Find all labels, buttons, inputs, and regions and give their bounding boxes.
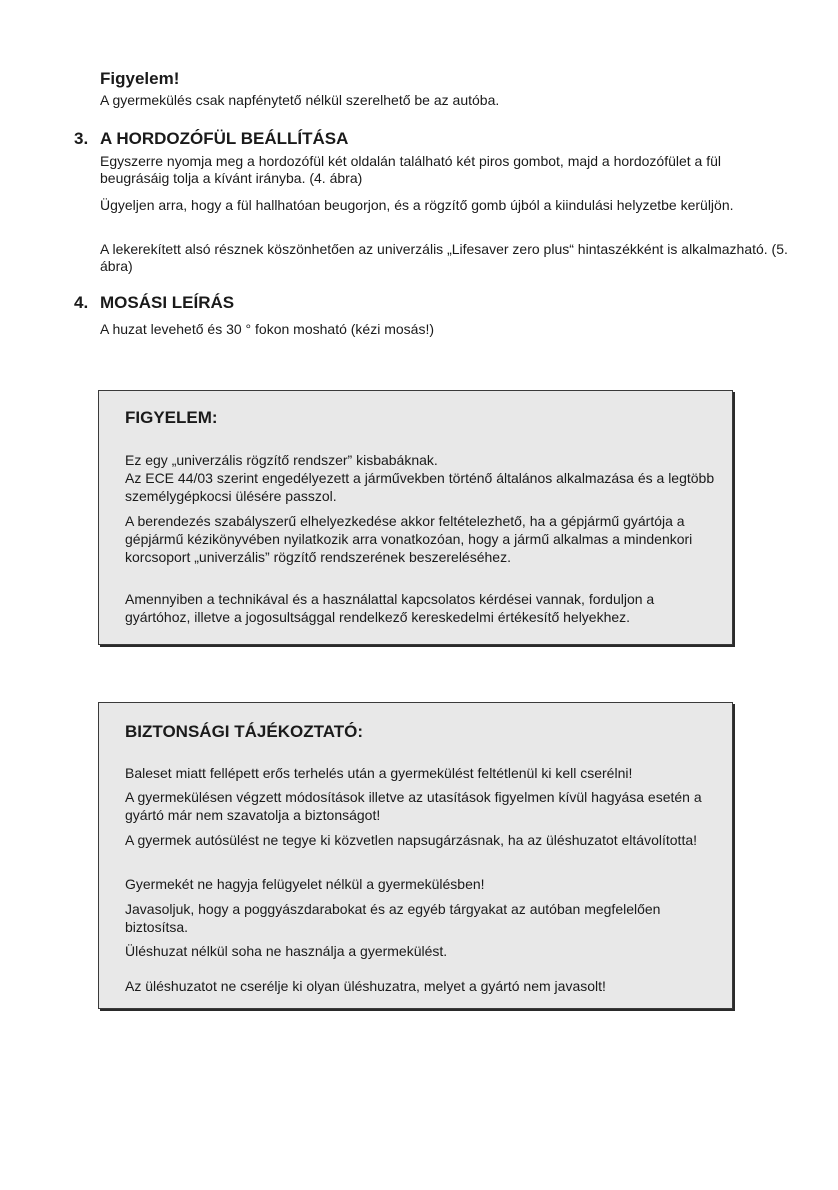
notice-paragraph-3: Amennyiben a technikával és a használattal kapcsolatos kérdései vannak, forduljon a gyártóhoz, illetve a jogosultsággal rendelkező kereskedelmi értékesítő helyekhez. [125, 591, 655, 625]
safety-item-4: Gyermekét ne hagyja felügyelet nélkül a gyermekülésben! [125, 876, 485, 892]
safety-info-title: BIZTONSÁGI TÁJÉKOZTATÓ: [125, 722, 363, 741]
safety-item-7: Az üléshuzatot ne cserélje ki olyan üléshuzatra, melyet a gyártó nem javasolt! [125, 978, 606, 994]
section-4-title: MOSÁSI LEÍRÁS [100, 293, 235, 312]
safety-item-5: Javasoljuk, hogy a poggyászdarabokat és az egyéb tárgyakat az autóban megfelelően biztosítsa. [125, 901, 661, 935]
notice-paragraph-2: A berendezés szabályszerű elhelyezkedése akkor feltételezhető, ha a gépjármű gyártója a gépjármű kézikönyvében nyilatkozik arra vonatkozóan, hogy a jármű alkalmas a mindenkori korcsoport „univerzális” rögzítő rendszerének beszereléséhez. [125, 513, 693, 565]
safety-item-3: A gyermek autósülést ne tegye ki közvetlen napsugárzásnak, ha az üléshuzatot eltávolította! [125, 832, 698, 848]
section-3-paragraph-1: Egyszerre nyomja meg a hordozófül két oldalán található két piros gombot, majd a hordozófület a fül beugrásáig tolja a kívánt irányba. (4. ábra) [100, 153, 722, 186]
notice-box-title: FIGYELEM: [125, 408, 218, 427]
warning-heading: Figyelem! [100, 69, 180, 88]
section-4-number: 4. [74, 293, 89, 312]
notice-paragraph-1: Ez egy „univerzális rögzítő rendszer” kisbabáknak. Az ECE 44/03 szerint engedélyezett a járművekben történő általános alkalmazása és a legtöbb személygépkocsi ülésére passzol. [125, 452, 715, 504]
notice-box-figyelem [98, 390, 733, 645]
safety-item-1: Baleset miatt fellépett erős terhelés után a gyermekülést feltétlenül ki kell cserélni! [125, 765, 633, 781]
section-3-paragraph-2: Ügyeljen arra, hogy a fül hallhatóan beugorjon, és a rögzítő gomb újból a kiindulási helyzetbe kerüljön. [100, 197, 734, 213]
section-3-title: A HORDOZÓFÜL BEÁLLÍTÁSA [100, 129, 349, 148]
safety-info-box [98, 702, 733, 1009]
section-3-paragraph-3: A lekerekített alsó résznek köszönhetően az univerzális „Lifesaver zero plus“ hintaszékként is alkalmazható. (5. ábra) [100, 241, 788, 274]
safety-item-2: A gyermekülésen végzett módosítások illetve az utasítások figyelmen kívül hagyása esetén a gyártó már nem szavatolja a biztonságot! [125, 789, 702, 823]
section-4-paragraph-1: A huzat levehető és 30 ° fokon mosható (kézi mosás!) [100, 321, 434, 337]
warning-text: A gyermekülés csak napfénytető nélkül szerelhető be az autóba. [100, 92, 500, 108]
safety-item-6: Üléshuzat nélkül soha ne használja a gyermekülést. [125, 943, 448, 959]
section-3-number: 3. [74, 129, 89, 148]
